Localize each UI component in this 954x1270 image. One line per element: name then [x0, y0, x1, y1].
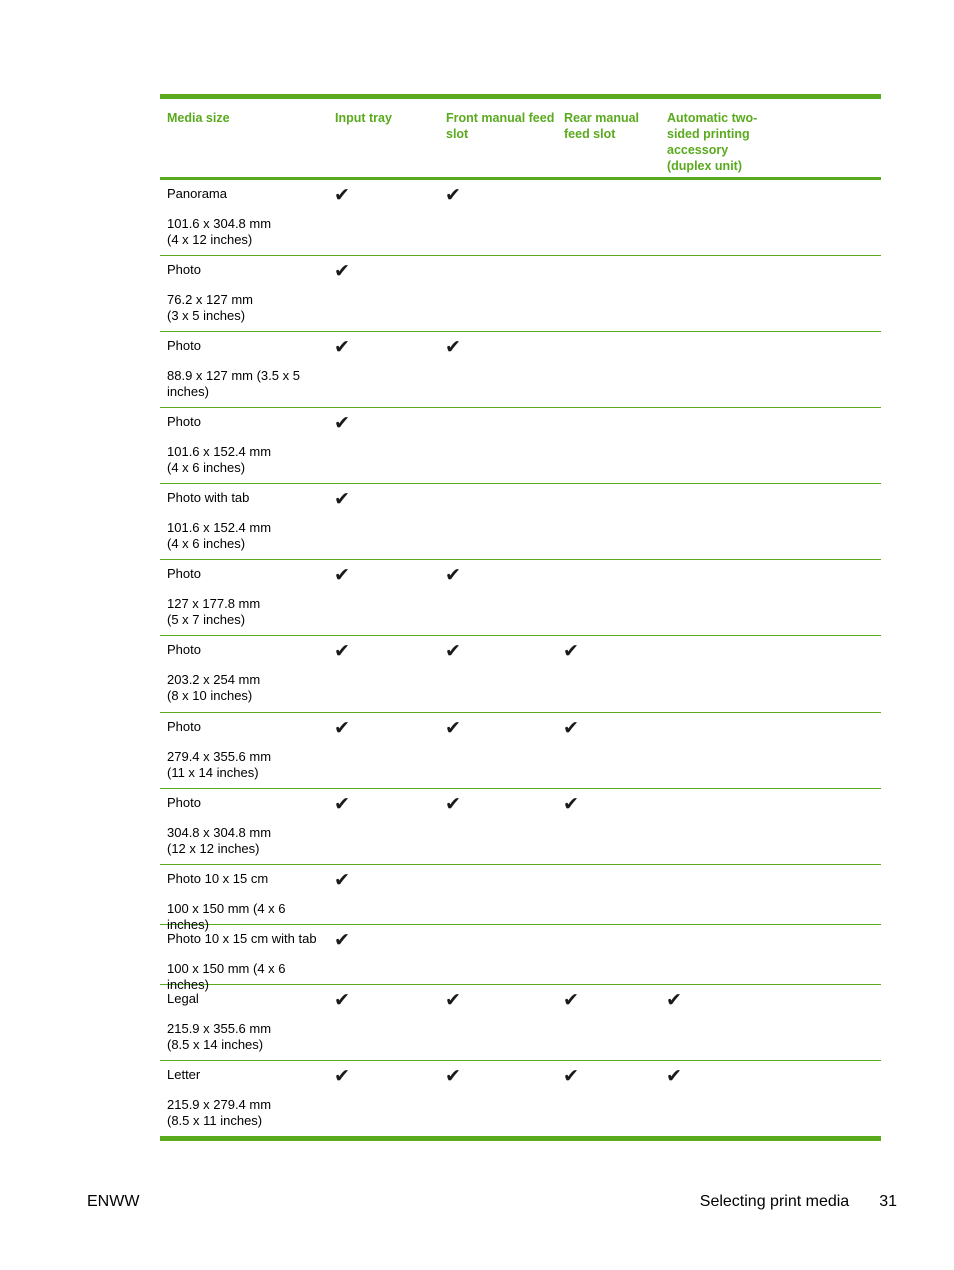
media-size-table [160, 94, 881, 1141]
input-tray-cell [328, 256, 439, 331]
input-tray-cell [328, 560, 439, 635]
check-mark-icon: ✔ [666, 989, 682, 1011]
header-input-tray: Input tray [335, 111, 392, 125]
check-mark-icon: ✔ [445, 564, 461, 586]
table-row [160, 865, 881, 932]
check-mark-icon: ✔ [445, 336, 461, 358]
check-mark-icon: ✔ [334, 564, 350, 586]
media-dimension-line: (4 x 6 inches) [167, 460, 246, 475]
rear-manual-cell [557, 256, 660, 331]
media-size-cell [160, 636, 328, 712]
duplex-cell [660, 256, 881, 331]
input-tray-cell [328, 1061, 439, 1136]
page-number: 31 [879, 1193, 897, 1210]
rear-manual-cell [557, 332, 660, 407]
check-mark-icon: ✔ [563, 640, 579, 662]
front-manual-cell [439, 560, 557, 635]
table-header-row [160, 99, 881, 180]
media-dimension-line: 101.6 x 304.8 mm [167, 216, 272, 231]
header-front-manual-feed-slot: Front manual feed slot [446, 111, 555, 141]
media-dimension-line: (8.5 x 14 inches) [167, 1037, 264, 1052]
check-mark-icon: ✔ [445, 717, 461, 739]
front-manual-cell [439, 925, 557, 984]
front-manual-cell [439, 1061, 557, 1136]
rear-manual-cell [557, 560, 660, 635]
header-duplex-unit: Automatic two-sided printing accessory (duplex unit) [667, 111, 758, 173]
media-size-cell [160, 1061, 328, 1136]
media-dimensions [167, 444, 328, 476]
table-body [160, 180, 881, 1136]
front-manual-cell [439, 408, 557, 483]
front-manual-cell [439, 484, 557, 559]
table-row [160, 408, 881, 484]
front-manual-cell [439, 789, 557, 864]
rear-manual-cell [557, 180, 660, 255]
media-dimension-line: 100 x 150 mm (4 x 6 inches) [167, 901, 286, 932]
media-dimension-line: 76.2 x 127 mm [167, 292, 253, 307]
media-dimension-line: 215.9 x 279.4 mm [167, 1097, 272, 1112]
duplex-cell [660, 484, 881, 559]
media-dimension-line: 100 x 150 mm (4 x 6 inches) [167, 961, 286, 992]
media-dimension-line: 101.6 x 152.4 mm [167, 444, 272, 459]
media-dimension-line: 279.4 x 355.6 mm [167, 749, 272, 764]
media-name: Photo [167, 566, 201, 581]
media-dimension-line: 101.6 x 152.4 mm [167, 520, 272, 535]
media-dimension-line: (3 x 5 inches) [167, 308, 246, 323]
front-manual-cell [439, 180, 557, 255]
duplex-cell [660, 560, 881, 635]
media-size-cell [160, 713, 328, 788]
duplex-cell [660, 789, 881, 864]
input-tray-cell [328, 925, 439, 984]
check-mark-icon: ✔ [334, 793, 350, 815]
front-manual-cell [439, 256, 557, 331]
input-tray-cell [328, 713, 439, 788]
media-dimension-line: 88.9 x 127 mm (3.5 x 5 [167, 368, 300, 383]
media-size-cell [160, 789, 328, 864]
media-dimensions [167, 672, 328, 704]
media-name: Photo [167, 414, 201, 429]
media-name: Photo [167, 338, 201, 353]
table-row [160, 332, 881, 408]
media-name: Photo [167, 719, 201, 734]
input-tray-cell [328, 865, 439, 924]
input-tray-cell [328, 985, 439, 1060]
media-dimensions [167, 749, 328, 781]
media-dimension-line: inches) [167, 384, 209, 399]
media-dimension-line: (8.5 x 11 inches) [167, 1113, 263, 1128]
media-size-cell [160, 985, 328, 1060]
input-tray-cell [328, 484, 439, 559]
rear-manual-cell [557, 985, 660, 1060]
duplex-cell [660, 332, 881, 407]
media-size-cell [160, 180, 328, 255]
media-dimensions [167, 292, 328, 324]
check-mark-icon: ✔ [334, 640, 350, 662]
media-dimensions [167, 596, 328, 628]
media-name: Photo [167, 262, 201, 277]
rear-manual-cell [557, 865, 660, 924]
media-dimension-line: 215.9 x 355.6 mm [167, 1021, 272, 1036]
duplex-cell [660, 925, 881, 984]
rear-manual-cell [557, 408, 660, 483]
media-name: Photo [167, 642, 201, 657]
media-size-cell [160, 256, 328, 331]
front-manual-cell [439, 713, 557, 788]
duplex-cell [660, 713, 881, 788]
media-dimensions [167, 520, 328, 552]
media-dimensions [167, 1097, 328, 1129]
check-mark-icon: ✔ [445, 184, 461, 206]
check-mark-icon: ✔ [563, 1065, 579, 1087]
media-dimension-line: (12 x 12 inches) [167, 841, 260, 856]
check-mark-icon: ✔ [334, 929, 350, 951]
check-mark-icon: ✔ [334, 336, 350, 358]
media-name: Letter [167, 1067, 201, 1082]
check-mark-icon: ✔ [666, 1065, 682, 1087]
input-tray-cell [328, 636, 439, 712]
table-row [160, 560, 881, 636]
table-row [160, 484, 881, 560]
table-row [160, 985, 881, 1061]
front-manual-cell [439, 985, 557, 1060]
media-dimension-line: 127 x 177.8 mm [167, 596, 261, 611]
footer-section-title: Selecting print media [699, 1193, 850, 1210]
header-media-size: Media size [167, 111, 230, 125]
input-tray-cell [328, 408, 439, 483]
media-size-cell [160, 408, 328, 483]
front-manual-cell [439, 865, 557, 924]
media-dimensions [167, 216, 328, 248]
check-mark-icon: ✔ [334, 488, 350, 510]
check-mark-icon: ✔ [334, 989, 350, 1011]
table-row [160, 256, 881, 332]
check-mark-icon: ✔ [563, 717, 579, 739]
media-dimension-line: 203.2 x 254 mm [167, 672, 261, 687]
check-mark-icon: ✔ [445, 793, 461, 815]
media-dimension-line: 304.8 x 304.8 mm [167, 825, 272, 840]
footer-right [700, 1193, 897, 1211]
media-size-cell [160, 332, 328, 407]
duplex-cell [660, 985, 881, 1060]
check-mark-icon: ✔ [334, 869, 350, 891]
media-size-cell [160, 925, 328, 992]
media-dimension-line: (4 x 12 inches) [167, 232, 253, 247]
table-row [160, 1061, 881, 1136]
duplex-cell [660, 408, 881, 483]
header-rear-manual-feed-slot: Rear manual feed slot [564, 111, 640, 141]
check-mark-icon: ✔ [334, 412, 350, 434]
table-row [160, 713, 881, 789]
media-name: Photo 10 x 15 cm with tab [167, 931, 317, 946]
media-dimension-line: (8 x 10 inches) [167, 688, 253, 703]
media-name: Photo [167, 795, 201, 810]
check-mark-icon: ✔ [563, 989, 579, 1011]
media-size-cell [160, 865, 328, 932]
rear-manual-cell [557, 789, 660, 864]
check-mark-icon: ✔ [334, 1065, 350, 1087]
footer-doc-id: ENWW [87, 1193, 140, 1210]
check-mark-icon: ✔ [334, 717, 350, 739]
media-size-cell [160, 560, 328, 635]
media-size-cell [160, 484, 328, 559]
media-name: Photo 10 x 15 cm [167, 871, 269, 886]
media-name: Legal [167, 991, 199, 1006]
rear-manual-cell [557, 925, 660, 984]
duplex-cell [660, 1061, 881, 1136]
check-mark-icon: ✔ [563, 793, 579, 815]
duplex-cell [660, 180, 881, 255]
media-dimensions [167, 368, 328, 400]
front-manual-cell [439, 332, 557, 407]
check-mark-icon: ✔ [445, 989, 461, 1011]
media-name: Photo with tab [167, 490, 250, 505]
table-row [160, 925, 881, 992]
check-mark-icon: ✔ [445, 1065, 461, 1087]
input-tray-cell [328, 789, 439, 864]
duplex-cell [660, 865, 881, 924]
media-dimensions [167, 1021, 328, 1053]
rear-manual-cell [557, 713, 660, 788]
table-row [160, 789, 881, 865]
duplex-cell [660, 636, 881, 712]
media-dimensions [167, 825, 328, 857]
media-name: Panorama [167, 186, 227, 201]
table-row [160, 180, 881, 256]
input-tray-cell [328, 180, 439, 255]
check-mark-icon: ✔ [334, 260, 350, 282]
table-row [160, 636, 881, 713]
rear-manual-cell [557, 636, 660, 712]
input-tray-cell [328, 332, 439, 407]
media-dimension-line: (11 x 14 inches) [167, 765, 259, 780]
media-dimension-line: (4 x 6 inches) [167, 536, 246, 551]
media-dimension-line: (5 x 7 inches) [167, 612, 246, 627]
check-mark-icon: ✔ [445, 640, 461, 662]
rear-manual-cell [557, 484, 660, 559]
front-manual-cell [439, 636, 557, 712]
check-mark-icon: ✔ [334, 184, 350, 206]
rear-manual-cell [557, 1061, 660, 1136]
